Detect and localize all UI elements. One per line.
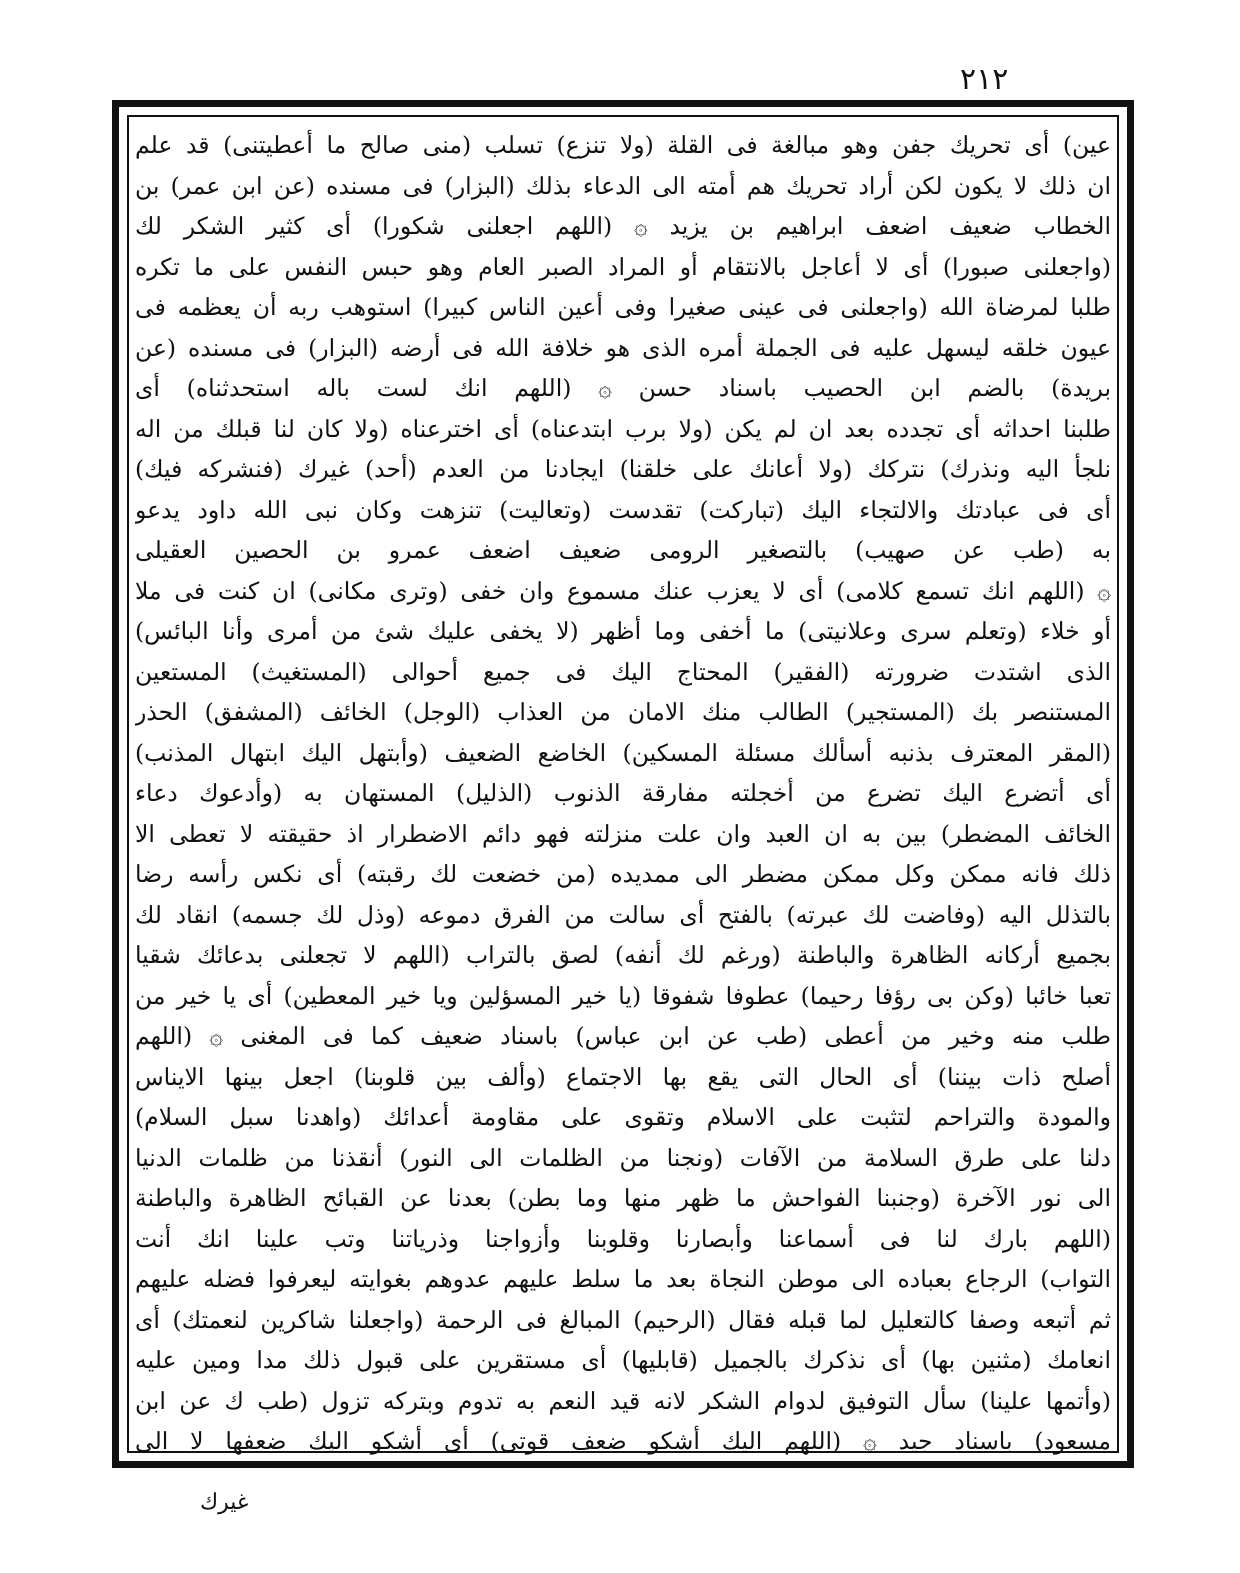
text-line: الخائف المضطر) بين به ان العبد وان علت منزلته فهو دائم الاضطرار اذ حقيقته لا تعطى الا xyxy=(135,819,1111,848)
text-line: به (طب عن صهيب) بالتصغير الرومى ضعيف اضعف عمرو بن الحصين العقيلى xyxy=(135,536,1111,564)
text-line: ثم أتبعه وصفا كالتعليل لما قبله فقال (الرحيم) المبالغ فى الرحمة (واجعلنا شاكرين لنعمتك) أى xyxy=(135,1305,1111,1334)
text-line: أى فى عبادتك والالتجاء اليك (تباركت) تقدست (وتعاليت) تنزهت وكان نبى الله داود يدعو xyxy=(135,495,1111,524)
text-line: ۞ (اللهم انك تسمع كلامى) أى لا يعزب عنك مسموع وان خفى (وترى مكانى) ان كنت فى ملا xyxy=(135,576,1111,605)
text-line: بالتذلل اليه (وفاضت لك عبرته) بالفتح أى سالت من الفرق دموعه (وذل لك جسمه) انقاد لك xyxy=(135,900,1111,929)
text-line: (وأتمها علينا) سأل التوفيق لدوام الشكر لانه قيد النعم به تدوم وبتركه تزول (طب ك عن ابن xyxy=(135,1386,1111,1415)
text-line: أو خلاء (وتعلم سرى وعلانيتى) ما أخفى وما أظهر (لا يخفى عليك شئ من أمرى وأنا البائس) xyxy=(135,617,1111,645)
text-line: الخطاب ضعيف اضعف ابراهيم بن يزيد ۞ (اللهم اجعلنى شكورا) أى كثير الشكر لك xyxy=(135,212,1111,240)
text-line: أصلح ذات بيننا) أى الحال التى يقع بها الاجتماع (وألف بين قلوبنا) اجعل بينها الايناس xyxy=(135,1062,1111,1091)
text-line: طلبا لمرضاة الله (واجعلنى فى عينى صغيرا وفى أعين الناس كبيرا) استوهب ربه أن يعظمه فى xyxy=(135,293,1111,321)
text-line: المستنصر بك (المستجير) الطالب منك الامان من العذاب (الوجل) الخائف (المشفق) الحذر xyxy=(135,698,1111,726)
text-line: والمودة والتراحم لتثبت على الاسلام وتقوى على مقاومة أعدائك (واهدنا سبل السلام) xyxy=(135,1103,1111,1131)
text-line: دلنا على طرق السلامة من الآفات (ونجنا من الظلمات الى النور) أنقذنا من ظلمات الدنيا xyxy=(135,1143,1111,1172)
text-line: ذلك فانه ممكن وكل ممكن مضطر الى ممديده (من خضعت لك رقبته) أى نكس رأسه رضا xyxy=(135,860,1111,888)
text-line: الذى اشتدت ضرورته (الفقير) المحتاج اليك فى جميع أحوالى (المستغيث) المستعين xyxy=(135,657,1111,686)
text-line: مسعود) باسناد جيد ۞ (اللهم اليك أشكو ضعف قوتى) أى أشكو اليك ضعفها لا الى xyxy=(135,1427,1111,1455)
text-line: التواب) الرجاع بعباده الى موطن النجاة بعد ما سلط عليهم عدوهم بغوايته ليعرفوا فضله عليهم xyxy=(135,1265,1111,1293)
text-frame xyxy=(112,100,1134,1468)
text-line: بريدة) بالضم ابن الحصيب باسناد حسن ۞ (اللهم انك لست باله استحدثناه) أى xyxy=(135,374,1111,402)
main-text xyxy=(135,125,1111,1462)
text-line: نلجأ اليه ونذرك) نتركك (ولا أعانك على خلقنا) ايجادنا من العدم (أحد) غيرك (فنشركه فيك) xyxy=(135,455,1111,483)
page-number: ٢١٢ xyxy=(960,62,1009,97)
text-line: طلبنا احداثه أى تجدده بعد ان لم يكن (ولا برب ابتدعناه) أى اخترعناه (ولا كان لنا قبلك من اله xyxy=(135,414,1111,443)
text-line: تعبا خائبا (وكن بى رؤفا رحيما) عطوفا شفوقا (يا خير المسؤلين ويا خير المعطين) أى يا خير من xyxy=(135,981,1111,1010)
text-line: عين) أى تحريك جفن وهو مبالغة فى القلة (ولا تنزع) تسلب (منى صالح ما أعطيتنى) قد علم xyxy=(135,131,1111,159)
text-line: انعامك (مثنين بها) أى نذكرك بالجميل (قابليها) أى مستقرين على قبول ذلك مدا ومين عليه xyxy=(135,1346,1111,1374)
text-line: (اللهم بارك لنا فى أسماعنا وأبصارنا وقلوبنا وأزواجنا وذرياتنا وتب علينا انك أنت xyxy=(135,1224,1111,1253)
text-line: بجميع أركانه الظاهرة والباطنة (ورغم لك أنفه) لصق بالتراب (اللهم لا تجعلنى بدعائك شقيا xyxy=(135,941,1111,969)
text-line: الى نور الآخرة (وجنبنا الفواحش ما ظهر منها وما بطن) بعدنا عن القبائح الظاهرة والباطنة xyxy=(135,1184,1111,1212)
text-line: عيون خلقه ليسهل عليه فى الجملة أمره الذى هو خلافة الله فى أرضه (البزار) فى مسنده (عن xyxy=(135,333,1111,362)
text-line: ان ذلك لا يكون لكن أراد تحريك هم أمته الى الدعاء بذلك (البزار) فى مسنده (عن ابن عمر) بن xyxy=(135,171,1111,200)
catchword: غيرك xyxy=(200,1490,249,1515)
text-line: (واجعلنى صبورا) أى لا أعاجل بالانتقام أو المراد الصبر العام وهو حبس النفس على ما تكره xyxy=(135,252,1111,281)
text-line: أى أتضرع اليك تضرع من أخجلته مفارقة الذنوب (الذليل) المستهان به (وأدعوك دعاء xyxy=(135,779,1111,807)
text-line: طلب منه وخير من أعطى (طب عن ابن عباس) باسناد ضعيف كما فى المغنى ۞ (اللهم xyxy=(135,1022,1111,1050)
text-line: (المقر المعترف بذنبه أسألك مسئلة المسكين) الخاضع الضعيف (وأبتهل اليك ابتهال المذنب) xyxy=(135,738,1111,767)
